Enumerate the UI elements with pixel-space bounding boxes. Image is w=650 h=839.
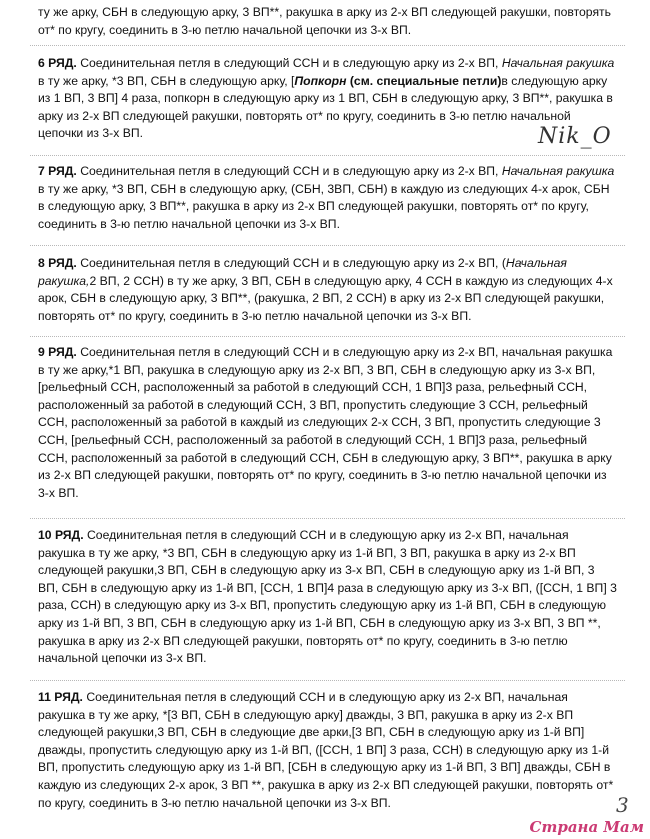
separator: [30, 680, 625, 681]
row-6-italic: Начальная ракушка: [501, 56, 615, 70]
row-10-heading: 10 РЯД.: [38, 528, 84, 542]
row-6-text: в следующую арку из 1 ВП, 3 ВП] 4 раза, попкорн в следующую арку из 1 ВП, СБН в следующую арку, 3 ВП**, ракушка в арку из 2-х ВП следующей ракушки, повторять от* по кругу, соединить в 3-ю петлю начальной цепочки из 3-х ВП.: [38, 73, 613, 141]
signature-text: Nik_O: [538, 124, 612, 149]
row-9-paragraph: [38, 344, 618, 502]
row-6-bold: (см. специальные петли): [346, 73, 502, 88]
row-8-italic: Начальная ракушка,: [38, 256, 567, 288]
watermark-text: Страна Мам: [529, 818, 644, 837]
page-number: 3: [616, 793, 629, 817]
row-11-paragraph: [38, 689, 618, 812]
row-11-text: Соединительная петля в следующий ССН и в следующую арку из 2-х ВП, начальная ракушка в ту же арку, *[3 ВП, СБН в следующую арку] дважды, 3 ВП, ракушка в арку из 2-х ВП следующей ракушки,3 ВП, СБН в следующие две арки,[3 ВП, СБН в следующую арку из 1-й ВП] дважды, пропустить следующую арку из 1-й ВП, ([ССН, 1 ВП] 3 раза, ССН) в следующую арку из 1-й ВП, пропустить следующую арку из 1-й ВП, [СБН в следующую арку из 1-й ВП, 3 ВП] дважды, СБН в каждую из следующих 2-х арок, 3 ВП **, ракушка в арку из 2-х ВП следующей ракушки, повторять от* по кругу, соединить в 3-ю петлю начальной цепочки из 3-х ВП.: [38, 690, 614, 810]
separator: [30, 336, 625, 337]
row-6-text: в ту же арку, *3 ВП, СБН в следующую арку, [: [38, 73, 295, 88]
top-fragment: ту же арку, СБН в следующую арку, 3 ВП**, ракушка в арку из 2-х ВП следующей ракушки, повторять от* по кругу, соединить в 3-ю петлю начальной цепочки из 3-х ВП.: [38, 5, 611, 37]
row-6-paragraph: [38, 55, 618, 143]
row-7-heading: 7 РЯД.: [38, 164, 77, 178]
row-8-text: 2 ВП, 2 ССН) в ту же арку, 3 ВП, СБН в следующую арку, 4 ССН в каждую из следующих 4-х арок, СБН в следующую арку, 3 ВП**, (ракушка, 2 ВП, 2 ССН) в арку из 2-х ВП следующей ракушки, повторять от* по кругу, соединить в 3-ю петлю начальной цепочки из 3-х ВП.: [38, 273, 613, 323]
separator: [30, 155, 625, 156]
row-6-heading: 6 РЯД.: [38, 56, 77, 70]
row-7-text: в ту же арку, *3 ВП, СБН в следующую арку, (СБН, 3ВП, СБН) в каждую из следующих 4-х арок, СБН в следующую арку, 3 ВП**, ракушка в арку из 2-х ВП следующей ракушки, повторять от* по кругу, соединить в 3-ю петлю начальной цепочки из 3-х ВП.: [38, 181, 610, 231]
row-7-italic: Начальная ракушка: [501, 164, 615, 178]
separator: [30, 518, 625, 519]
row-9-text: Соединительная петля в следующий ССН и в следующую арку из 2-х ВП, начальная ракушка в ту же арку,*1 ВП, ракушка в следующую арку из 2-х ВП, 3 ВП, СБН в следующую арку из 3-х ВП, [рельефный ССН, расположенный за работой в следующий ССН, 1 ВП]3 раза, рельефный ССН, расположенный за работой в следующий ССН, 3 ВП, пропустить следующие 3 ССН, рельефный ССН, расположенный за работой в каждый из следующих 2-х ССН, 3 ВП, пропустить следующие 3 ССН, [рельефный ССН, расположенный за работой в следующий ССН, 1 ВП]3 раза, рельефный ССН, расположенный за работой в следующий ССН, СБН в следующую арку, 3 ВП**, ракушка в арку из 2-х ВП следующей ракушки, повторять от* по кругу, соединить в 3-ю петлю начальной цепочки из 3-х ВП.: [38, 345, 613, 500]
row-9-heading: 9 РЯД.: [38, 345, 77, 359]
row-10-text: Соединительная петля в следующий ССН и в следующую арку из 2-х ВП, начальная ракушка в ту же арку, *3 ВП, СБН в следующую арку из 1-й ВП, 3 ВП, ракушка в арку из 2-х ВП следующей ракушки,3 ВП, СБН в следующую арку из 3-х ВП, СБН в следующую арку из 1-й ВП, 3 ВП, СБН в следующую арку из 1-й ВП, [ССН, 1 ВП]4 раза в следующую арку из 3-х ВП, ([ССН, 1 ВП] 3 раза, ССН) в следующую арку из 3-х ВП, пропустить следующую арку из 1-й ВП, СБН в следующую арку из 1-й ВП, 3 ВП, СБН в следующую арку из 1-й ВП, СБН в следующую арку из 3-х ВП, 3 ВП **, ракушка в арку из 2-х ВП следующей ракушки, повторять от* по кругу, соединить в 3-ю петлю начальной цепочки из 3-х ВП.: [38, 528, 617, 666]
row-8-text: Соединительная петля в следующий ССН и в следующую арку из 2-х ВП, (: [76, 256, 506, 270]
row-6-text: Соединительная петля в следующий ССН и в следующую арку из 2-х ВП,: [76, 56, 502, 70]
row-7-text: Соединительная петля в следующий ССН и в следующую арку из 2-х ВП,: [76, 164, 502, 178]
row-11-heading: 11 РЯД.: [38, 690, 83, 704]
row-8-heading: 8 РЯД.: [38, 256, 77, 270]
row-8-paragraph: [38, 255, 618, 325]
separator: [30, 245, 625, 246]
row-7-paragraph: [38, 163, 618, 233]
separator: [30, 45, 625, 46]
row-6-bold: Попкорн: [294, 73, 347, 88]
row-10-paragraph: [38, 527, 618, 668]
